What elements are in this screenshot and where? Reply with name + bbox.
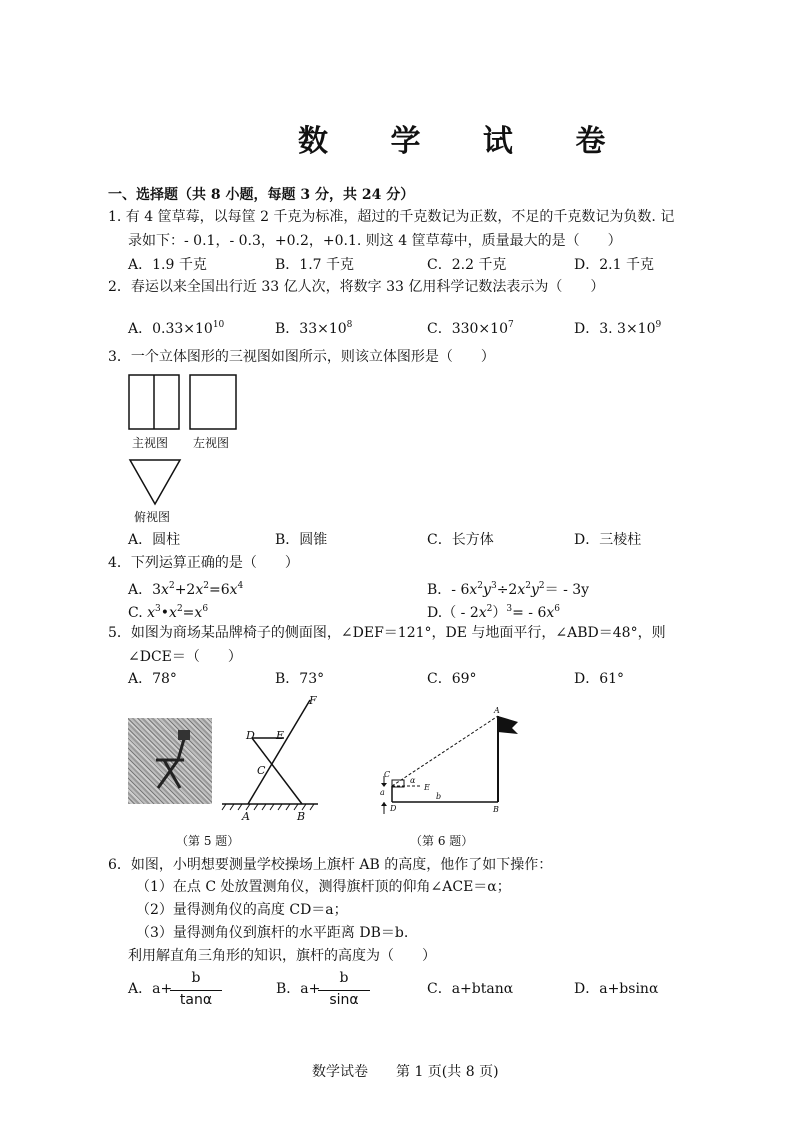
q6-option-a-prefix: A．a+ [128, 981, 173, 997]
q6-flagpole-diagram [378, 706, 528, 822]
segment-fa [248, 700, 310, 804]
q6-label-small-a: a [380, 788, 385, 797]
q2-option-b: B．$33\times 10^8$ [275, 320, 353, 337]
q6-step3: （3）量得测角仪到旗杆的水平距离 DB＝b. [136, 925, 409, 941]
q6-label-alpha: α [410, 776, 416, 785]
q4-option-b: B．- $6x^2y^3\div 2x^2y^2= - 3y$ [427, 581, 590, 598]
q6-label-b: B [493, 805, 499, 814]
q1-option-a: A．1.9 千克 [128, 257, 207, 273]
left-view-rect [190, 375, 236, 429]
q5-label-e: E [276, 729, 285, 742]
q6-option-a-denominator: tanα [179, 992, 213, 1008]
q6-option-b-prefix: B．a+ [276, 981, 321, 997]
q4-line1: 4．下列运算正确的是（ ） [108, 555, 299, 571]
q6-option-c: C．a+btanα [427, 981, 514, 997]
q5-option-a: A．78° [128, 671, 177, 687]
section-heading: 一、选择题（共 8 小题，每题 3 分，共 24 分） [108, 187, 415, 203]
top-view-label: 俯视图 [134, 510, 171, 524]
q4-option-c: C. $x^3•x^2=x^6$ [128, 604, 209, 621]
q6-option-b-denominator: sinα [329, 992, 359, 1008]
q2-line1: 2．春运以来全国出行近 33 亿人次，将数字 33 亿用科学记数法表示为（ ） [108, 279, 605, 295]
fraction-bar [318, 990, 370, 991]
q3-option-c: C．长方体 [427, 532, 494, 548]
flag [498, 716, 518, 734]
q6-step2: （2）量得测角仪的高度 CD＝a； [136, 902, 348, 918]
q5-line1: 5．如图为商场某品牌椅子的侧面图，∠DEF＝121°，DE 与地面平行，∠ABD＝48°，则 [108, 625, 666, 641]
q5-line2: ∠DCE＝（ ） [128, 649, 242, 665]
sight-line-ce [392, 716, 498, 786]
chair-sketch [128, 718, 212, 804]
q6-caption: （第 6 题） [410, 834, 474, 848]
q5-label-b: B [297, 810, 306, 823]
q6-label-a: A [494, 706, 500, 715]
q5-option-b: B．73° [275, 671, 325, 687]
q2-option-c: C．$330\times 10^7$ [427, 320, 514, 337]
q6-option-d: D．a+bsinα [574, 981, 659, 997]
q2-option-a: A．$0.33\times 10^{10}$ [128, 320, 225, 337]
q6-label-c: C [384, 770, 391, 779]
fraction-bar [170, 990, 222, 991]
q6-option-b-fraction [318, 970, 370, 1014]
q2-option-d: D．3. $3\times 10^9$ [574, 320, 662, 337]
q6-label-small-b: b [436, 792, 442, 801]
q5-label-a: A [242, 810, 250, 823]
front-view-label: 主视图 [132, 436, 169, 450]
q1-line2: 录如下：- 0.1，- 0.3，+0.2，+0.1. 则这 4 筐草莓中，质量最大的是（ ） [128, 233, 622, 249]
q3-option-a: A．圆柱 [128, 532, 181, 548]
q5-option-d: D．61° [574, 671, 625, 687]
q6-line5: 利用解直角三角形的知识，旗杆的高度为（ ） [128, 948, 436, 964]
q4-option-d: $D.( - 2x^2)^3= - 6x^6$ [427, 604, 561, 621]
chair-photo [128, 718, 212, 804]
q6-option-a-fraction [170, 970, 222, 1014]
q5-label-f: F [309, 694, 317, 707]
top-view-figure [128, 458, 184, 508]
q3-three-views-figure [128, 374, 240, 434]
q6-option-b-numerator: b [339, 970, 349, 986]
q5-chair-diagram [222, 694, 322, 818]
q3-line1: 3．一个立体图形的三视图如图所示，则该立体图形是（ ） [108, 349, 495, 365]
q3-option-b: B．圆锥 [275, 532, 328, 548]
top-view-triangle [130, 460, 180, 504]
q1-option-c: C．2.2 千克 [427, 257, 507, 273]
q6-option-a-numerator: b [191, 970, 201, 986]
q6-label-d: D [390, 804, 397, 813]
page-title: 数 学 试 卷 [298, 124, 632, 159]
q5-caption: （第 5 题） [176, 834, 240, 848]
q5-label-c: C [257, 764, 266, 777]
q6-step1: （1）在点 C 处放置测角仪，测得旗杆顶的仰角∠ACE＝α； [136, 879, 511, 895]
q4-option-a: A．$3x^2+2x^2=6x^4$ [128, 581, 244, 598]
q6-label-e: E [424, 783, 430, 792]
q6-line1: 6．如图，小明想要测量学校操场上旗杆 AB 的高度，他作了如下操作： [108, 857, 553, 873]
q5-label-d: D [246, 729, 255, 742]
q5-option-c: C．69° [427, 671, 477, 687]
q1-option-d: D．2.1 千克 [574, 257, 654, 273]
q1-option-b: B．1.7 千克 [275, 257, 355, 273]
q1-line1: 1. 有 4 筐草莓，以每筐 2 千克为标准，超过的千克数记为正数，不足的千克数记为负数. 记 [108, 209, 675, 225]
q3-option-d: D．三棱柱 [574, 532, 642, 548]
left-view-label: 左视图 [193, 436, 230, 450]
page-footer: 数学试卷 第 1 页(共 8 页) [312, 1064, 499, 1080]
